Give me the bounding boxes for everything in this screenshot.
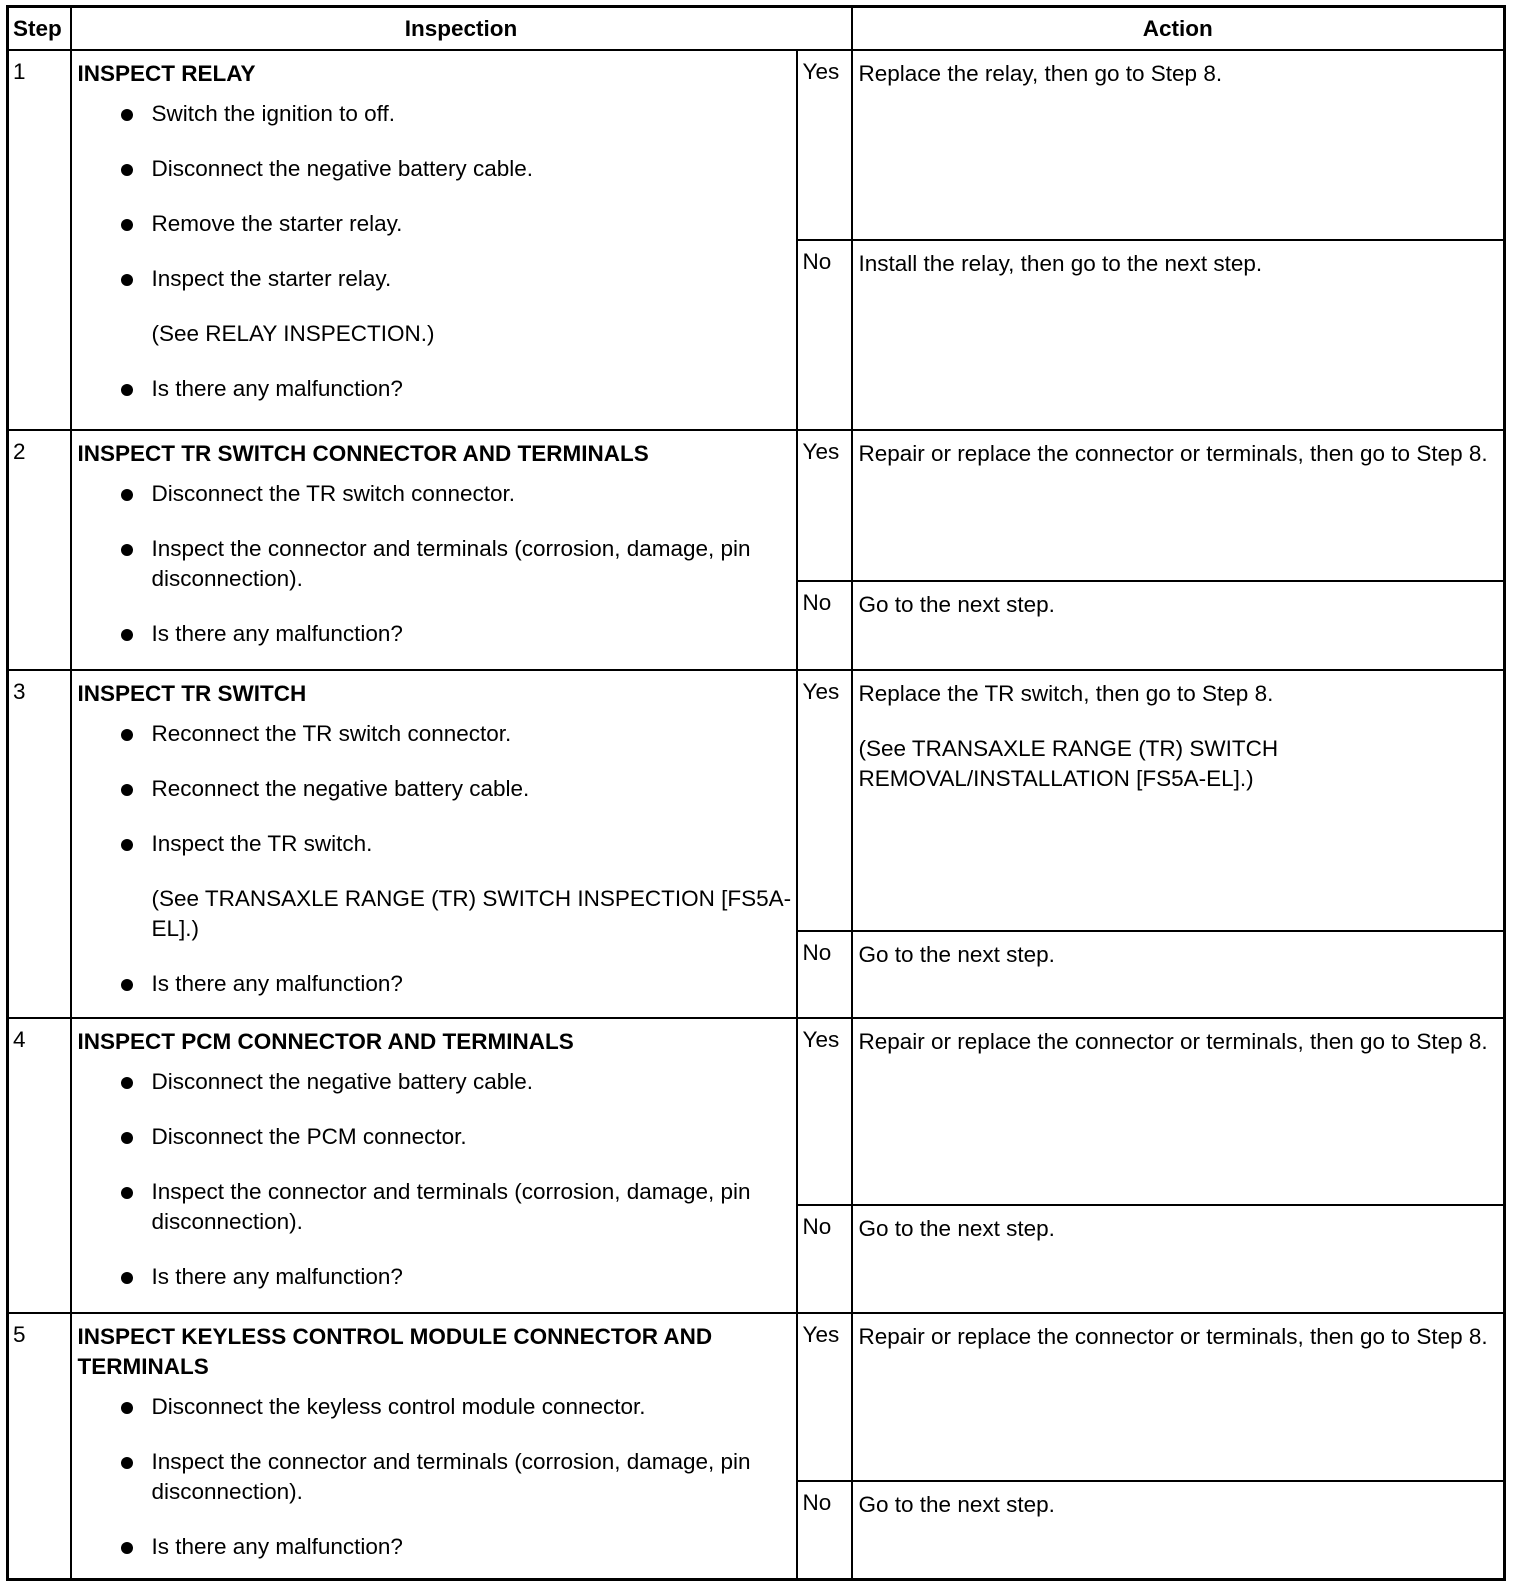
no-label: No: [797, 581, 852, 670]
bullet-icon: [121, 729, 133, 741]
bullet-icon: [121, 1457, 133, 1469]
step-inspection: [71, 430, 797, 670]
header-inspection: Inspection: [71, 7, 852, 51]
step-3-yes-row: [8, 670, 1505, 931]
bullet-item: Switch the ignition to off.: [78, 99, 796, 129]
bullet-question: Is there any malfunction?: [78, 374, 796, 404]
bullet-icon: [121, 979, 133, 991]
yes-label: Yes: [797, 670, 852, 931]
bullet-question: Is there any malfunction?: [78, 1532, 796, 1562]
step-title: INSPECT RELAY: [77, 61, 256, 86]
reference-note: (See RELAY INSPECTION.): [151, 321, 435, 346]
yes-action: Repair or replace the connector or terminals, then go to Step 8.: [852, 1018, 1505, 1205]
yes-action: Repair or replace the connector or terminals, then go to Step 8.: [852, 430, 1505, 581]
bullet-item: Disconnect the PCM connector.: [78, 1122, 796, 1152]
yes-action-text: Replace the TR switch, then go to Step 8.: [858, 681, 1274, 706]
step-number: 1: [8, 50, 71, 430]
bullet-icon: [121, 109, 133, 121]
bullet-icon: [121, 1272, 133, 1284]
bullet-item: Inspect the connector and terminals (corrosion, damage, pin disconnection).: [78, 534, 796, 594]
no-action: Go to the next step.: [852, 1205, 1505, 1313]
bullet-icon: [121, 489, 133, 501]
bullet-icon: [121, 1132, 133, 1144]
step-4-yes-row: [8, 1018, 1505, 1205]
step-title: INSPECT PCM CONNECTOR AND TERMINALS: [77, 1029, 574, 1054]
no-label: No: [797, 240, 852, 430]
bullet-icon: [121, 839, 133, 851]
step-inspection: [71, 1313, 797, 1580]
bullet-icon: [121, 164, 133, 176]
bullet-icon: [121, 544, 133, 556]
step-inspection: [71, 50, 797, 430]
yes-action: Replace the relay, then go to Step 8.: [852, 50, 1505, 240]
yes-action-note: (See TRANSAXLE RANGE (TR) SWITCH REMOVAL/INSTALLATION [FS5A-EL].): [858, 736, 1279, 791]
no-action: Go to the next step.: [852, 931, 1505, 1018]
step-title: INSPECT TR SWITCH: [77, 681, 307, 706]
bullet-item: Reconnect the negative battery cable.: [78, 774, 796, 804]
step-5-yes-row: [8, 1313, 1505, 1481]
yes-action: Repair or replace the connector or terminals, then go to Step 8.: [852, 1313, 1505, 1481]
step-number: 4: [8, 1018, 71, 1313]
step-inspection: [71, 670, 797, 1018]
bullet-item: Disconnect the keyless control module connector.: [78, 1392, 796, 1422]
bullet-item: Reconnect the TR switch connector.: [78, 719, 796, 749]
step-number: 5: [8, 1313, 71, 1580]
header-step: Step: [8, 7, 71, 51]
yes-label: Yes: [797, 1018, 852, 1205]
bullet-question: Is there any malfunction?: [78, 619, 796, 649]
bullet-icon: [121, 219, 133, 231]
no-label: No: [797, 931, 852, 1018]
bullet-question: Is there any malfunction?: [78, 969, 796, 999]
header-row: [8, 7, 1505, 51]
reference-note: (See TRANSAXLE RANGE (TR) SWITCH INSPECTION [FS5A-EL].): [151, 886, 792, 941]
bullet-item: Remove the starter relay.: [78, 209, 796, 239]
bullet-item: Inspect the TR switch.: [78, 829, 796, 859]
bullet-icon: [121, 274, 133, 286]
step-number: 3: [8, 670, 71, 1018]
step-2-yes-row: [8, 430, 1505, 581]
yes-action: [852, 670, 1505, 931]
bullet-item: Disconnect the TR switch connector.: [78, 479, 796, 509]
no-action: Go to the next step.: [852, 1481, 1505, 1580]
bullet-icon: [121, 629, 133, 641]
diagnostic-procedure-table: [6, 5, 1506, 1581]
bullet-icon: [121, 784, 133, 796]
bullet-icon: [121, 384, 133, 396]
step-title: INSPECT TR SWITCH CONNECTOR AND TERMINALS: [77, 441, 649, 466]
bullet-icon: [121, 1542, 133, 1554]
bullet-item: Disconnect the negative battery cable.: [78, 154, 796, 184]
bullet-item: Inspect the starter relay.: [78, 264, 796, 294]
header-action: Action: [852, 7, 1505, 51]
step-inspection: [71, 1018, 797, 1313]
step-title: INSPECT KEYLESS CONTROL MODULE CONNECTOR AND TERMINALS: [77, 1324, 713, 1379]
yes-label: Yes: [797, 1313, 852, 1481]
yes-label: Yes: [797, 430, 852, 581]
bullet-question: Is there any malfunction?: [78, 1262, 796, 1292]
no-label: No: [797, 1481, 852, 1580]
step-number: 2: [8, 430, 71, 670]
no-action: Go to the next step.: [852, 581, 1505, 670]
no-action: Install the relay, then go to the next step.: [852, 240, 1505, 430]
bullet-item: Inspect the connector and terminals (corrosion, damage, pin disconnection).: [78, 1177, 796, 1237]
step-1-yes-row: [8, 50, 1505, 240]
bullet-icon: [121, 1402, 133, 1414]
yes-label: Yes: [797, 50, 852, 240]
bullet-item: Disconnect the negative battery cable.: [78, 1067, 796, 1097]
no-label: No: [797, 1205, 852, 1313]
bullet-item: Inspect the connector and terminals (corrosion, damage, pin disconnection).: [78, 1447, 796, 1507]
bullet-icon: [121, 1187, 133, 1199]
bullet-icon: [121, 1077, 133, 1089]
